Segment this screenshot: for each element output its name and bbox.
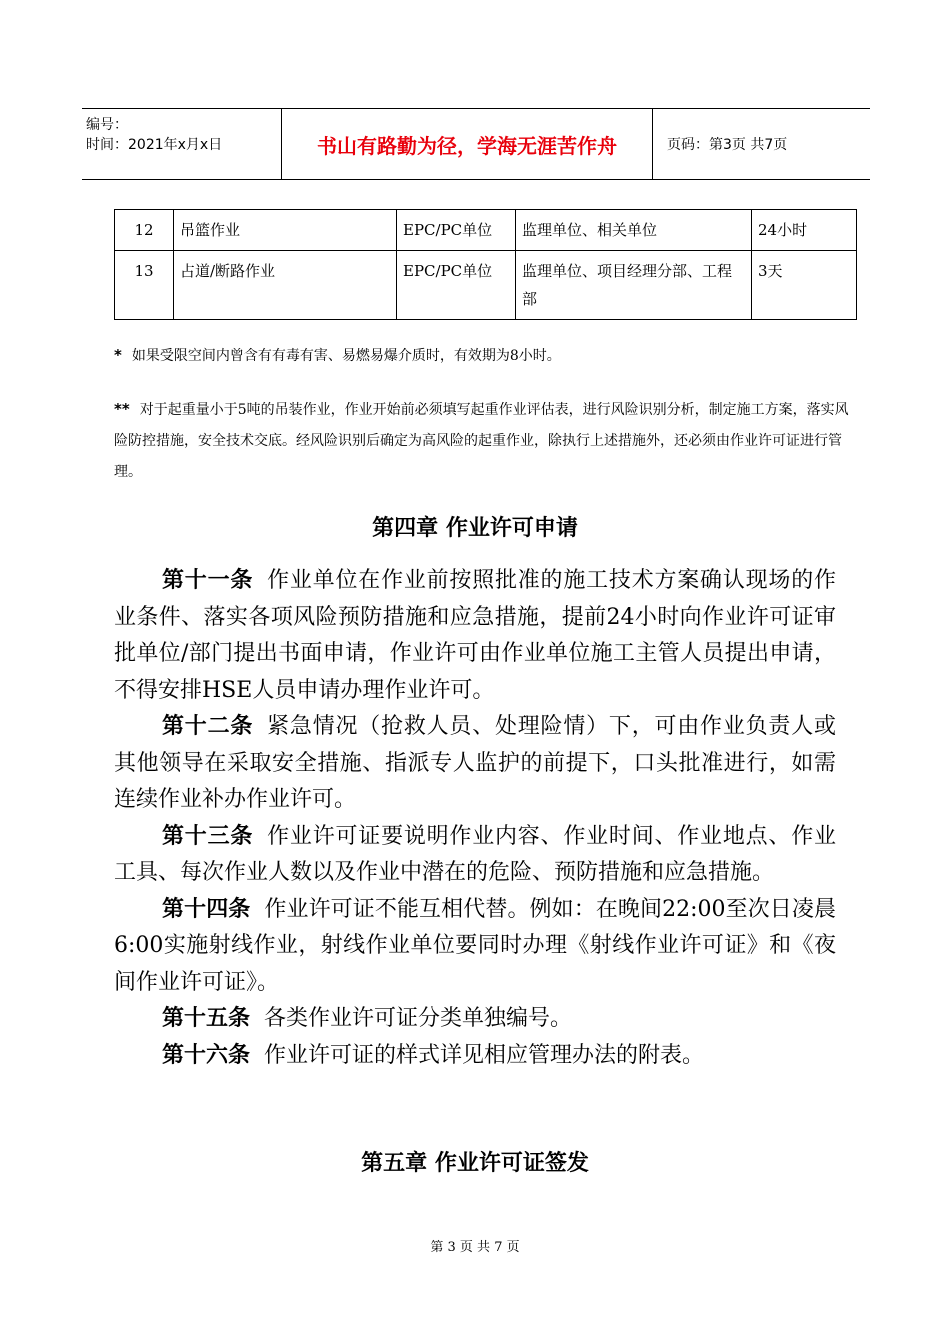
article	[114, 1001, 836, 1038]
header-motto: 书山有路勤为径，学海无涯苦作舟	[282, 109, 653, 179]
article-text: 紧急情况（抢救人员、处理险情）下，可由作业负责人或其他领导在采取安全措施、指派专人监护的前提下，口头批准进行，如需连续作业补办作业许可。	[114, 714, 836, 812]
article-text: 各类作业许可证分类单独编号。	[264, 1006, 573, 1031]
footnote-mark: *	[114, 346, 122, 364]
applicant-unit: EPC/PC单位	[397, 251, 516, 320]
article-text: 作业许可证的样式详见相应管理办法的附表。	[264, 1042, 705, 1068]
row-number: 13	[115, 251, 174, 320]
row-number: 12	[115, 210, 174, 251]
article	[114, 892, 836, 1002]
work-type: 占道/断路作业	[174, 251, 397, 320]
page-footer: 第 3 页 共 7 页	[430, 1240, 520, 1255]
article-text: 作业许可证要说明作业内容、作业时间、作业地点、作业工具、每次作业人数以及作业中潜在的危险、预防措施和应急措施。	[114, 823, 836, 885]
applicant-unit: EPC/PC单位	[397, 210, 516, 251]
table-row	[115, 210, 857, 251]
header-info	[82, 109, 282, 179]
work-type: 吊篮作业	[174, 210, 397, 251]
number-label: 编号：	[86, 117, 128, 133]
article	[114, 819, 836, 892]
article-text: 作业单位在作业前按照批准的施工技术方案确认现场的作业条件、落实各项风险预防措施和应急措施，提前24小时向作业许可证审批单位/部门提出书面申请，作业许可由作业单位施工主管人员提出申请，不得安排HSE人员申请办理作业许可。	[114, 568, 836, 703]
footnote-1	[114, 340, 859, 372]
validity-period: 24小时	[752, 210, 857, 251]
article	[114, 709, 836, 819]
article-label: 第十四条	[162, 896, 251, 922]
footnote-2	[114, 394, 859, 488]
article-label: 第十二条	[162, 714, 254, 739]
article	[114, 1038, 836, 1075]
permit-table	[114, 209, 857, 320]
article-label: 第十三条	[162, 823, 254, 849]
approver-unit: 监理单位、相关单位	[516, 210, 752, 251]
article-text: 作业许可证不能互相代替。例如：在晚间22:00至次日凌晨6:00实施射线作业，射线作业单位要同时办理《射线作业许可证》和《夜间作业许可证》。	[114, 896, 836, 995]
time-label: 时间：2021年x月x日	[86, 137, 223, 153]
header-page-number: 页码：第3页 共7页	[667, 137, 788, 153]
footnote-mark: **	[114, 400, 130, 418]
approver-unit: 监理单位、项目经理分部、工程部	[516, 251, 752, 320]
article-label: 第十一条	[162, 568, 254, 593]
article-label: 第十六条	[162, 1042, 251, 1068]
articles-section	[114, 563, 836, 1074]
validity-period: 3天	[752, 251, 857, 320]
article	[114, 563, 836, 709]
chapter-heading: 第五章 作业许可证签发	[361, 1151, 589, 1176]
article-label: 第十五条	[162, 1006, 251, 1031]
chapter-heading: 第四章 作业许可申请	[372, 516, 578, 541]
page-header	[82, 108, 870, 180]
footnote-text: 对于起重量小于5吨的吊装作业，作业开始前必须填写起重作业评估表，进行风险识别分析，制定施工方案，落实风险防控措施，安全技术交底。经风险识别后确定为高风险的起重作业，除执行上述措施外，还必须由作业许可证进行管理。	[114, 402, 849, 480]
table-row	[115, 251, 857, 320]
footnote-text: 如果受限空间内曾含有有毒有害、易燃易爆介质时，有效期为8小时。	[131, 348, 561, 364]
